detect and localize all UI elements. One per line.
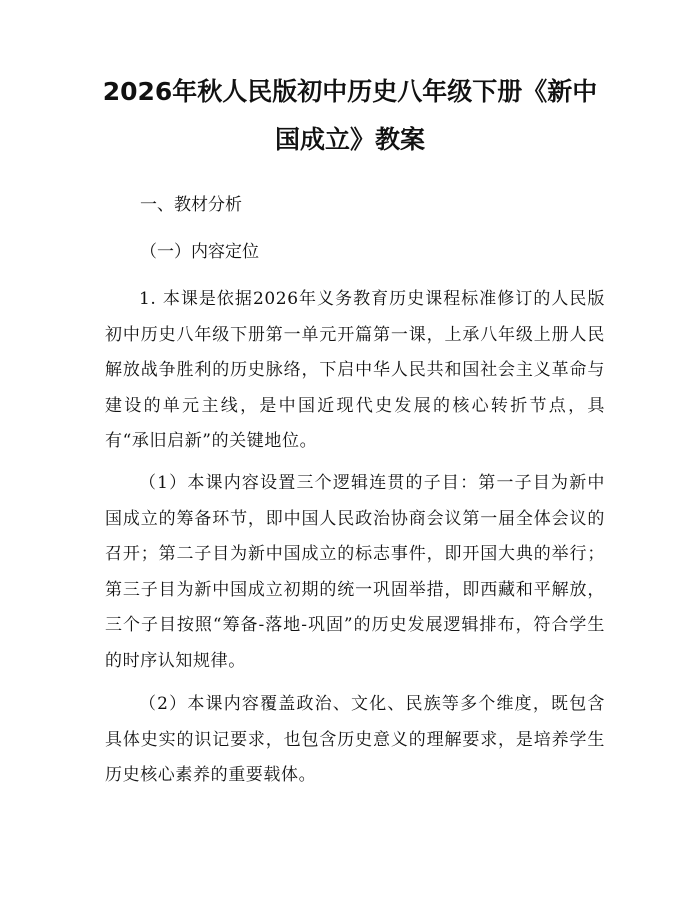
title-line-2: 国成立》教案 — [274, 125, 425, 154]
paragraph-3: （2）本课内容覆盖政治、文化、民族等多个维度，既包含具体史实的识记要求，也包含历史意义的理解要求，是培养学生历史核心素养的重要载体。 — [105, 694, 605, 785]
paragraph-1: 1. 本课是依据2026年义务教育历史课程标准修订的人民版初中历史八年级下册第一单元开篇第一课，上承八年级上册人民解放战争胜利的历史脉络，下启中华人民共和国社会主义革命与建设的单元主线，是中国近现代史发展的核心转折节点，具有“承旧启新”的关键地位。 — [105, 289, 605, 451]
paragraph-2: （1）本课内容设置三个逻辑连贯的子目：第一子目为新中国成立的筹备环节，即中国人民政治协商会议第一届全体会议的召开；第二子目为新中国成立的标志事件，即开国大典的举行；第三子目为新中国成立初期的统一巩固举措，即西藏和平解放，三个子目按照“筹备-落地-巩固”的历史发展逻辑排布，符合学生的时序认知规律。 — [105, 473, 605, 671]
section-heading: 一、教材分析 — [140, 195, 242, 215]
title-line-1: 2026年秋人民版初中历史八年级下册《新中 — [102, 77, 598, 106]
subsection-heading: （一）内容定位 — [140, 242, 259, 262]
